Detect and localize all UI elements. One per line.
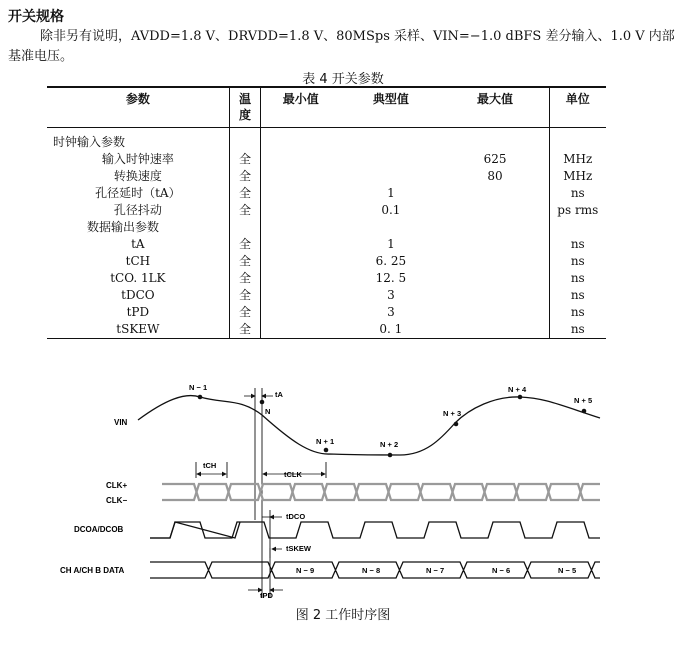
param-cell: tPD (126, 305, 150, 319)
intro-paragraph: 除非另有说明，AVDD=1.8 V、DRVDD=1.8 V、80MSps 采样、VIN=−1.0 dBFS 差分输入、1.0 V 内部基准电压。 (8, 29, 675, 64)
temp-cell: 全 (229, 151, 261, 168)
unit-cell: MHz (549, 168, 606, 185)
sample-point (324, 448, 329, 453)
typ-cell: 3 (387, 305, 395, 319)
figure-caption: 图 2 工作时序图 (295, 608, 391, 623)
typ-cell (340, 151, 441, 168)
min-cell (261, 151, 340, 168)
max-cell (442, 270, 550, 287)
sample-point (582, 409, 587, 414)
max-cell: 625 (483, 152, 507, 166)
sample-point (454, 422, 459, 427)
sample-label: N (265, 407, 271, 416)
max-cell (442, 185, 550, 202)
header-min: 最小值 (261, 87, 340, 128)
min-cell (261, 304, 340, 321)
temp-cell: 全 (229, 304, 261, 321)
tskew-label: tSKEW (286, 544, 311, 553)
min-cell (261, 185, 340, 202)
unit-cell: ns (549, 185, 606, 202)
max-cell (442, 253, 550, 270)
typ-cell: 1 (387, 186, 395, 200)
header-max: 最大值 (442, 87, 550, 128)
typ-cell: 12. 5 (375, 271, 407, 285)
data-word-label: N − 8 (362, 566, 381, 575)
tclk-label: tCLK (284, 470, 302, 479)
tdco-label: tDCO (286, 512, 306, 521)
sample-label: N − 1 (189, 383, 208, 392)
unit-cell: ns (549, 236, 606, 253)
table-row (47, 304, 606, 321)
dco-waveform (150, 522, 240, 538)
timing-diagram (0, 375, 686, 603)
min-cell (261, 321, 340, 339)
min-cell (261, 270, 340, 287)
unit-cell: MHz (549, 151, 606, 168)
data-label: CH A/CH B DATA (60, 566, 125, 575)
param-cell: tCO. 1LK (110, 271, 166, 285)
sample-label: N + 3 (443, 409, 462, 418)
table-caption: 表 4 开关参数 (302, 72, 384, 87)
temp-cell: 全 (229, 236, 261, 253)
vin-waveform (138, 396, 600, 455)
param-cell: 输入时钟速率 (101, 152, 174, 166)
sample-label: N + 1 (316, 437, 335, 446)
unit-cell: ns (549, 287, 606, 304)
table-row (47, 185, 606, 202)
header-typ: 典型值 (340, 87, 441, 128)
param-cell: tDCO (121, 288, 155, 302)
param-cell: 转换速度 (113, 169, 162, 183)
sample-point (198, 395, 203, 400)
tch-label: tCH (203, 461, 217, 470)
typ-cell: 0. 1 (340, 321, 441, 339)
min-cell (261, 253, 340, 270)
ta-label: tA (275, 390, 283, 399)
clk-minus-label: CLK− (106, 496, 128, 505)
max-cell (442, 321, 550, 339)
unit-cell: ns (549, 321, 606, 339)
data-word-label: N − 6 (492, 566, 511, 575)
tpd-label: tPD (260, 591, 273, 600)
temp-cell: 全 (229, 321, 261, 339)
temp-cell: 全 (229, 185, 261, 202)
max-cell (442, 287, 550, 304)
table-row (47, 287, 606, 304)
table-row (47, 202, 606, 219)
sample-point (388, 453, 393, 458)
unit-cell: ns (549, 270, 606, 287)
param-cell: 孔径延时（tA） (95, 186, 181, 200)
table-row (47, 168, 606, 185)
unit-cell: ns (549, 253, 606, 270)
typ-cell (340, 168, 441, 185)
header-temp-text: 温度 (238, 92, 251, 122)
sample-label: N + 5 (574, 396, 593, 405)
temp-cell: 全 (229, 202, 261, 219)
table-group-row (47, 134, 606, 151)
min-cell (261, 236, 340, 253)
typ-cell: 6. 25 (375, 254, 407, 268)
max-cell (442, 202, 550, 219)
data-word-label: N − 7 (426, 566, 445, 575)
max-cell (442, 236, 550, 253)
temp-cell: 全 (229, 287, 261, 304)
table-row (47, 151, 606, 168)
unit-cell: ps rms (549, 202, 606, 219)
typ-cell: 3 (387, 288, 395, 302)
min-cell (261, 168, 340, 185)
param-cell: 孔径抖动 (113, 203, 162, 217)
max-cell: 80 (487, 169, 503, 183)
header-unit: 单位 (549, 87, 606, 128)
typ-cell: 0.1 (381, 203, 401, 217)
temp-cell: 全 (229, 270, 261, 287)
table-group-row (47, 219, 606, 236)
clk-plus-label: CLK+ (106, 481, 128, 490)
max-cell (442, 304, 550, 321)
typ-cell: 1 (387, 237, 395, 251)
param-cell: tA (131, 237, 145, 251)
vin-label: VIN (114, 418, 128, 427)
temp-cell: 全 (229, 253, 261, 270)
header-temp (229, 87, 261, 128)
temp-cell: 全 (229, 168, 261, 185)
sample-label: N + 2 (380, 440, 399, 449)
param-cell: tSKEW (47, 321, 229, 339)
min-cell (261, 202, 340, 219)
unit-cell: ns (549, 304, 606, 321)
table-header-row (47, 87, 606, 128)
data-word-label: N − 5 (558, 566, 577, 575)
param-cell: tCH (125, 254, 151, 268)
sample-point (518, 395, 523, 400)
switching-spec-table (47, 86, 606, 339)
group-title: 数据输出参数 (87, 220, 160, 234)
table-row (47, 321, 606, 339)
section-title: 开关规格 (8, 9, 64, 25)
min-cell (261, 287, 340, 304)
table-row (47, 270, 606, 287)
group-title: 时钟输入参数 (53, 135, 126, 149)
table-row (47, 236, 606, 253)
table-row (47, 253, 606, 270)
header-param: 参数 (47, 87, 229, 128)
dco-waveform (150, 522, 600, 538)
data-word-label: N − 9 (296, 566, 315, 575)
sample-label: N + 4 (508, 385, 527, 394)
dco-label: DCOA/DCOB (74, 525, 124, 534)
